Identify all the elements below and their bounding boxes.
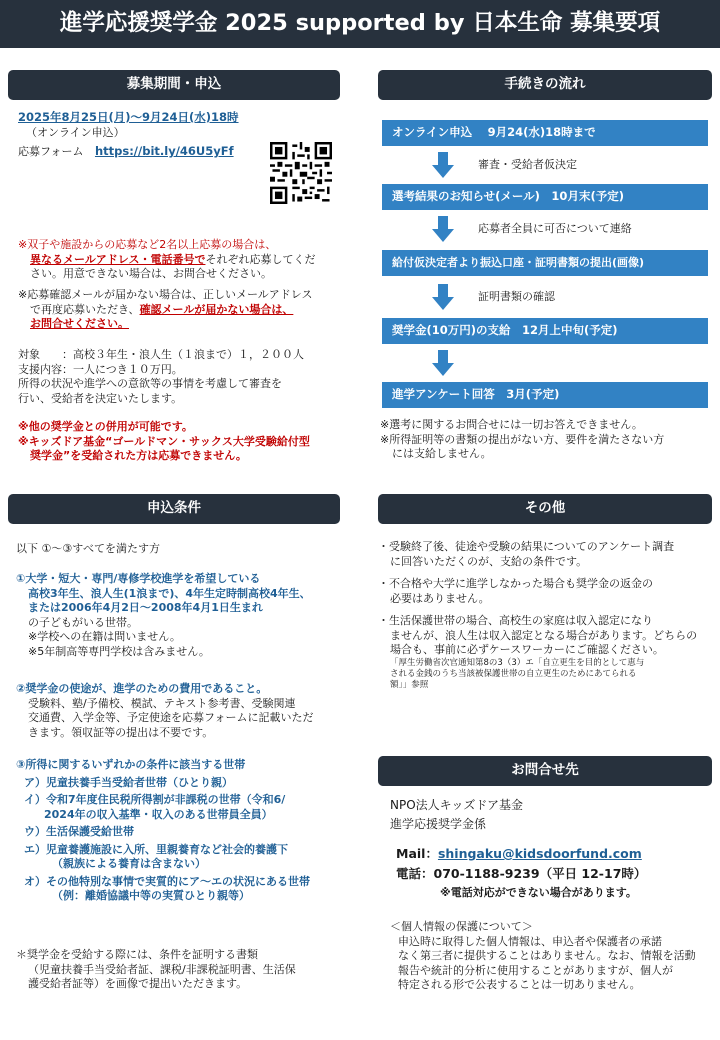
tel-note: ※電話対応ができない場合があります。 [440,886,637,899]
flow-note-2: 応募者全員に可否について連絡 [478,222,632,235]
condition-3o-line2: （例：離婚協議中等の実質ひとり親等） [52,889,250,903]
privacy-block [390,920,712,993]
arrow-down-icon [432,284,454,310]
section-heading-conditions: 申込条件 [8,494,340,524]
flow-step-2: 選考結果のお知らせ(メール) 10月末(予定) [382,184,708,210]
tel-label: 電話： [396,866,434,881]
contact-org-line1: NPO法人キッズドア基金 [390,798,524,812]
flow-note-1: 審査・受給者仮決定 [478,158,577,171]
condition-2-title: ②奨学金の使途が、進学のための費用であること。 [16,682,268,695]
criteria-line2: 行い、受給者を決定いたします。 [18,391,183,405]
flow-after-1: ※選考に関するお問合せには一切お答えできません。 [380,418,643,431]
notice-multiple-emph: 異なるメールアドレス・電話番号で [30,252,206,266]
privacy-line2: なく第三者に提供することはありません。なお、情報を活動 [398,949,696,963]
other-scholarship-notes [18,420,344,464]
footnote-line3: 護受給者証等）を画像で提出いただきます。 [28,977,248,991]
other-b3-line1: ・生活保護世帯の場合、高校生の家庭は収入認定になり [378,614,653,628]
condition-3e-line2: （親族による養育は含まない） [52,857,206,871]
notice-multiple-line3: さい。用意できない場合は、お問合せください。 [30,267,272,281]
footnote-line2: （児童扶養手当受給者証、課税/非課税証明書、生活保 [28,962,296,976]
flow-notes [380,418,712,462]
section-heading-contact: お問合せ先 [378,756,712,786]
condition-3u: ウ）生活保護受給世帯 [24,825,134,839]
notice-mail-line1: ※応募確認メールが届かない場合は、正しいメールアドレス [18,288,313,301]
condition-1-line2: 高校3年生、浪人生(1浪まで)、4年生定時制高校4年生、 [28,586,311,600]
form-row [18,144,234,160]
online-note: （オンライン申込） [26,126,125,139]
condition-3o-line1: オ）その他特別な事情で実質的にア～エの状況にある世帯 [24,874,310,888]
condition-1-note2: ※5年制高等専門学校は含みません。 [28,644,210,658]
mail-link[interactable]: shingaku@kidsdoorfund.com [437,846,642,861]
other-bullet-1 [378,540,712,569]
other-note3: 奨学金”を受給された方は応募できません。 [30,449,247,463]
other-bullet-2 [378,577,712,606]
flow-step-3: 給付仮決定者より振込口座・証明書類の提出(画像) [382,250,708,276]
condition-1-line4: の子どもがいる世帯。 [28,615,138,629]
notice-mail [18,288,338,332]
condition-3-title: ③所得に関するいずれかの条件に該当する世帯 [16,758,246,771]
other-note2: ※キッズドア基金“ゴールドマン・サックス大学受験給付型 [18,434,310,448]
page-title: 進学応援奨学金 2025 supported by 日本生命 募集要項 [0,0,720,48]
form-link[interactable]: https://bit.ly/46U5yFf [94,144,234,158]
tel-number[interactable]: 070-1188-9239（平日 12-17時） [433,866,647,881]
other-b3-line2: ませんが、浪人生は収入認定となる場合があります。どちらの [390,628,698,642]
flow-step-4: 奨学金(10万円)の支給 12月上中旬(予定) [382,318,708,344]
other-b3-small1: 「厚生労働省次官通知第8の3（3）エ「自立更生を目的として恵与 [390,657,645,668]
privacy-line1: 申込時に取得した個人情報は、申込者や保護者の承諾 [398,934,662,948]
section-heading-flow: 手続きの流れ [378,70,712,100]
contact-tel-row [396,866,646,883]
condition-3e-line1: エ）児童養護施設に入所、里親養育など社会的養護下 [24,842,288,856]
arrow-down-icon [432,350,454,376]
contact-org [390,798,710,833]
condition-1-note1: ※学校への在籍は問いません。 [28,630,181,644]
left-column [8,70,340,1020]
contact-mail-row [396,846,642,863]
condition-1 [16,572,342,659]
condition-2 [16,682,342,740]
conditions-footnote [16,948,346,992]
notice-multiple [18,238,338,282]
condition-1-line3: または2006年4月2日～2008年4月1日生まれ [28,601,263,615]
other-bullet-3 [378,614,712,691]
condition-3 [16,758,346,904]
flow-after-3: には支給しません。 [392,447,492,461]
notice-mail-line3: お問合せください。 [30,317,129,331]
notice-mail-line2: で再度応募いただき、 [30,302,140,316]
conditions-intro: 以下 ①～③すべてを満たす方 [16,542,160,555]
target-line: 対象 ：高校３年生・浪人生（１浪まで）１，２００人 [18,348,304,361]
condition-2-line4: きます。領収証等の提出は不要です。 [28,725,214,739]
period-date: 2025年8月25日(月)～9月24日(水)18時 [18,110,239,124]
other-b1-line2: に回答いただくのが、支給の条件です。 [390,554,588,568]
qr-code-icon [270,142,332,204]
condition-3i-line2: 2024年の収入基準・収入のある世帯員全員） [44,807,273,821]
other-b3-line3: 場合も、事前に必ずケースワーカーにご確認ください。 [390,643,664,657]
condition-3a: ア）児童扶養手当受給者世帯（ひとり親） [24,775,233,789]
other-b3-small3: 額」」参照 [390,679,429,690]
condition-2-line3: 交通費、入学金等、予定使途を応募フォームに記載いただ [28,711,314,725]
other-b1-line1: ・受験終了後、徒途や受験の結果についてのアンケート調査 [378,540,675,553]
section-heading-other: その他 [378,494,712,524]
flow-step-1: オンライン申込 9月24(水)18時まで [382,120,708,146]
form-label: 応募フォーム [18,145,84,158]
condition-2-line2: 受験料、塾/予備校、模試、テキスト参考書、受験関連 [28,696,296,710]
arrow-down-icon [432,152,454,178]
support-line: 支援内容：一人につき１０万円。 [18,362,183,376]
mail-label: Mail： [396,846,438,861]
footnote-line1: ＊奨学金を受給する際には、条件を証明する書類 [16,948,258,961]
other-list [378,540,712,691]
other-b2-line1: ・不合格や大学に進学しなかった場合も奨学金の返金の [378,577,653,591]
right-column [378,70,712,1020]
condition-1-title: ①大学・短大・専門/専修学校進学を希望している [16,572,261,585]
privacy-heading: ＜個人情報の保護について＞ [390,920,533,933]
arrow-down-icon [432,216,454,242]
privacy-line4: 特定される形で公表することは一切ありません。 [398,978,641,992]
contact-org-line2: 進学応援奨学金係 [390,816,487,831]
other-b3-small2: される金銭のうち当該被保護世帯の自立更生のためにあてられる [390,668,637,679]
other-note1: ※他の奨学金との併用が可能です。 [18,420,193,433]
privacy-line3: 報告や統計的分析に使用することがありますが、個人が [398,963,673,977]
notice-multiple-line1: ※双子や施設からの応募など2名以上応募の場合は、 [18,238,277,251]
criteria-line1: 所得の状況や進学への意欲等の事情を考慮して審査を [18,377,282,391]
flow-after-2: ※所得証明等の書類の提出がない方、要件を満たさない方 [380,432,665,446]
other-b2-line2: 必要はありません。 [390,591,490,605]
flow-note-3: 証明書類の確認 [478,290,555,303]
condition-3i-line1: イ）令和7年度住民税所得割が非課税の世帯（令和6/ [24,793,286,807]
section-heading-period: 募集期間・申込 [8,70,340,100]
notice-multiple-rest: それぞれ応募してくだ [205,252,316,266]
notice-mail-emph: 確認メールが届かない場合は、 [139,302,294,316]
target-block [18,348,340,406]
flow-step-5: 進学アンケート回答 3月(予定) [382,382,708,408]
